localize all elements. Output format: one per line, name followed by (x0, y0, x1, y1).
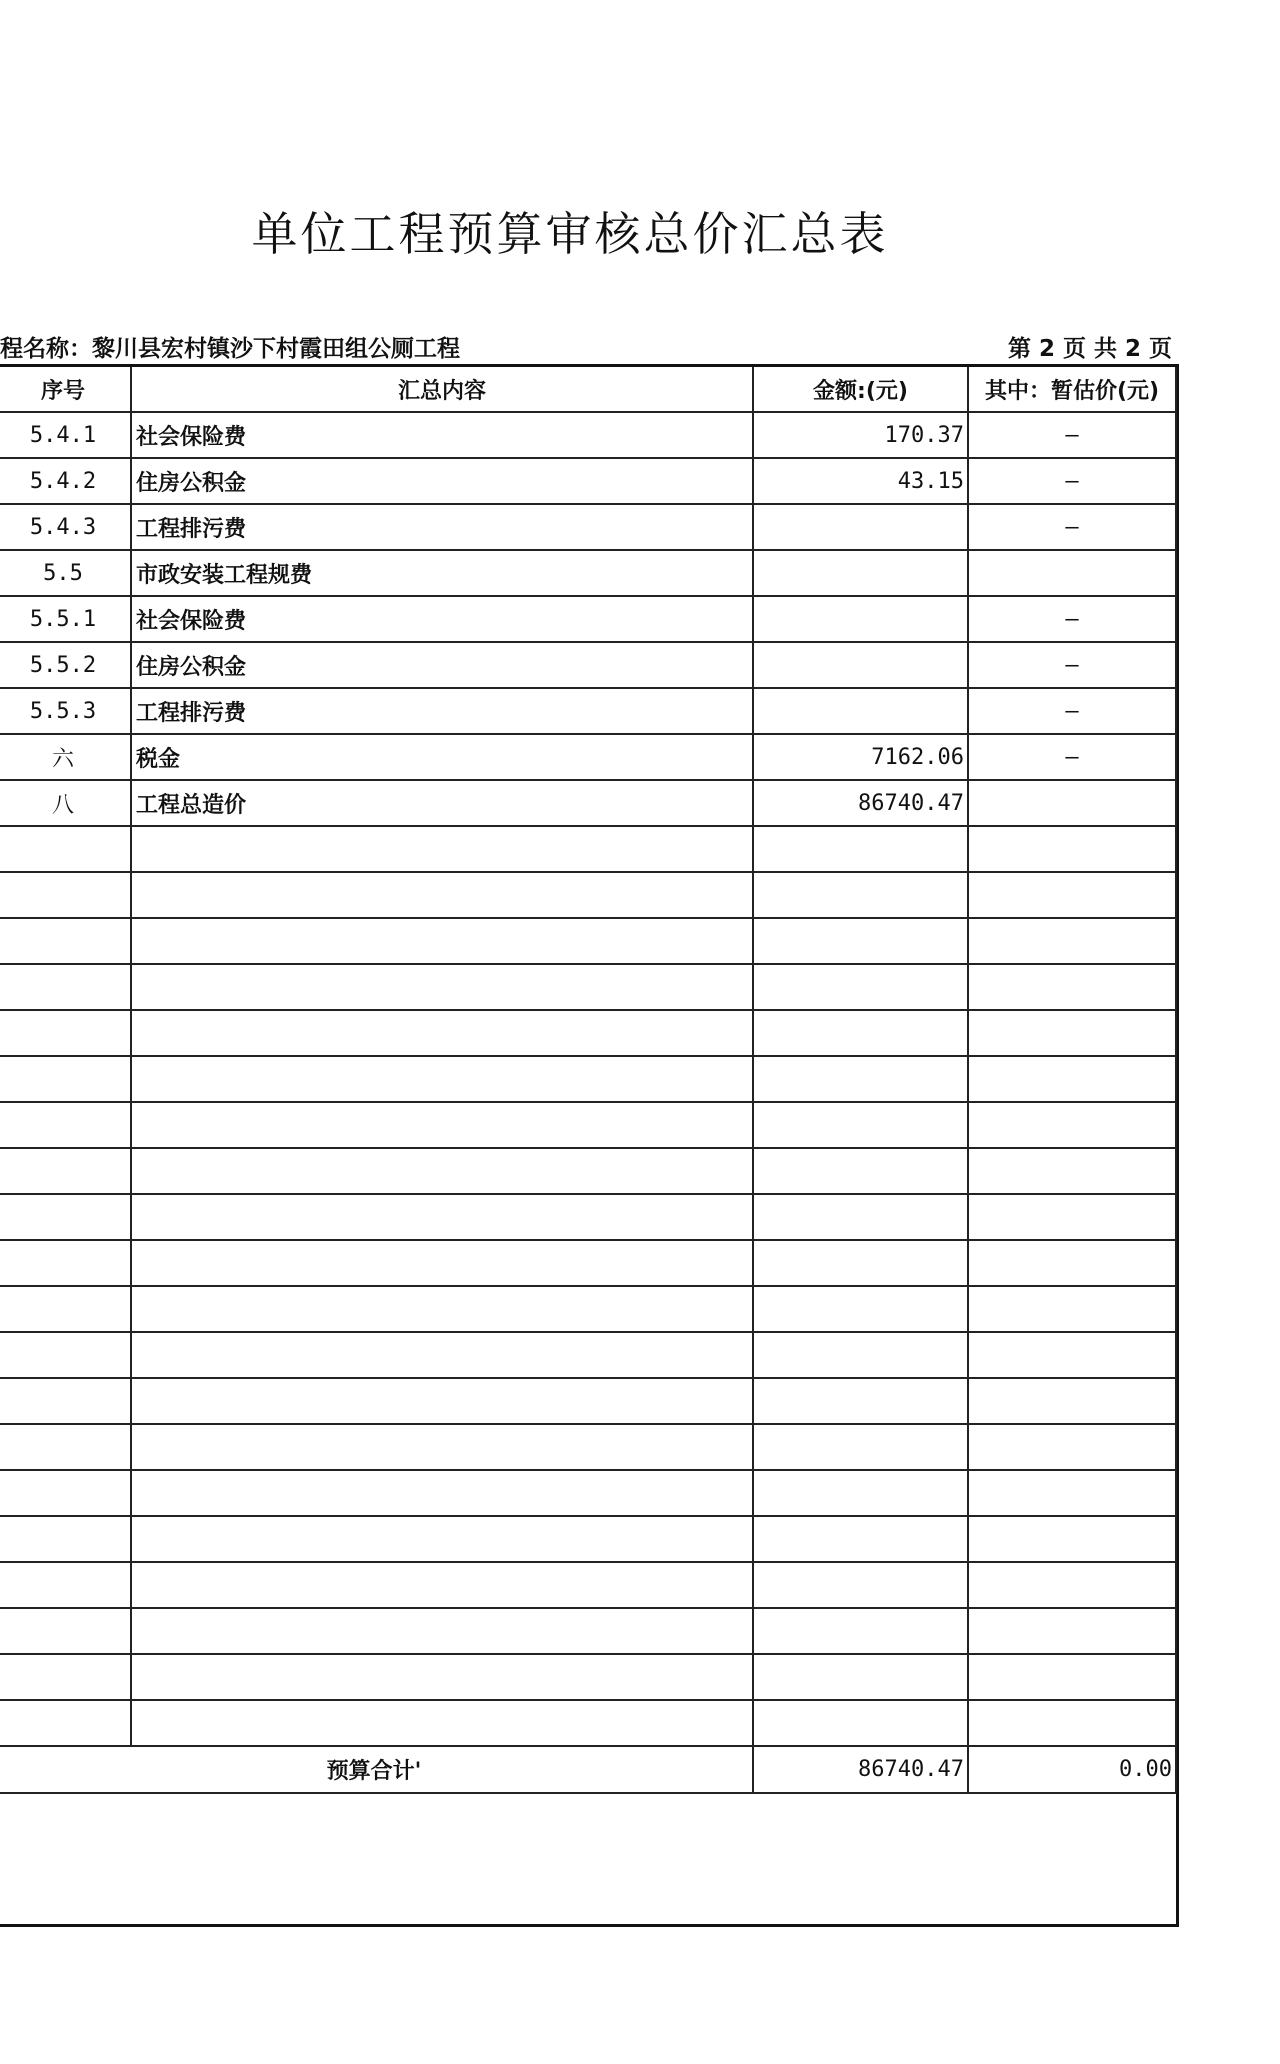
empty-cell (753, 1148, 968, 1194)
empty-cell (131, 1010, 753, 1056)
empty-cell (753, 1516, 968, 1562)
empty-cell (0, 1056, 131, 1102)
empty-cell (0, 1240, 131, 1286)
row-seq: 5.4.3 (0, 504, 131, 550)
empty-cell (131, 826, 753, 872)
empty-row (0, 1470, 1176, 1516)
empty-row (0, 1010, 1176, 1056)
empty-cell (0, 1378, 131, 1424)
empty-cell (968, 1424, 1176, 1470)
row-content: 住房公积金 (131, 642, 753, 688)
row-provisional (968, 550, 1176, 596)
empty-cell (753, 1010, 968, 1056)
project-name: 程名称：黎川县宏村镇沙下村霞田组公厕工程 (0, 336, 460, 362)
empty-cell (753, 964, 968, 1010)
empty-cell (131, 1654, 753, 1700)
header-provisional: 其中：暂估价(元) (968, 367, 1176, 412)
table-row (0, 780, 1176, 826)
empty-cell (0, 1424, 131, 1470)
empty-cell (0, 1516, 131, 1562)
empty-cell (0, 1562, 131, 1608)
empty-row (0, 1286, 1176, 1332)
empty-cell (753, 826, 968, 872)
empty-cell (131, 1194, 753, 1240)
empty-row (0, 872, 1176, 918)
empty-cell (968, 1562, 1176, 1608)
row-content: 社会保险费 (131, 412, 753, 458)
document-title: 单位工程预算审核总价汇总表 (251, 207, 889, 261)
total-provisional: 0.00 (968, 1746, 1176, 1793)
row-amount: 86740.47 (753, 780, 968, 826)
empty-cell (131, 1424, 753, 1470)
empty-cell (753, 1194, 968, 1240)
empty-row (0, 1562, 1176, 1608)
row-provisional: — (968, 688, 1176, 734)
empty-cell (131, 1102, 753, 1148)
empty-cell (0, 872, 131, 918)
row-provisional: — (968, 596, 1176, 642)
empty-cell (968, 1240, 1176, 1286)
empty-cell (753, 918, 968, 964)
empty-cell (0, 964, 131, 1010)
empty-cell (968, 1286, 1176, 1332)
empty-cell (131, 1608, 753, 1654)
table-row (0, 596, 1176, 642)
row-provisional: — (968, 642, 1176, 688)
empty-cell (968, 918, 1176, 964)
total-label: 预算合计' (0, 1746, 753, 1793)
empty-cell (0, 1608, 131, 1654)
empty-row (0, 1194, 1176, 1240)
row-seq: 六 (0, 734, 131, 780)
row-content: 工程总造价 (131, 780, 753, 826)
empty-cell (753, 1286, 968, 1332)
empty-row (0, 1516, 1176, 1562)
header-amount: 金额:(元) (753, 367, 968, 412)
table-row (0, 550, 1176, 596)
header-seq: 序号 (0, 367, 131, 412)
row-seq: 5.4.1 (0, 412, 131, 458)
empty-cell (0, 1286, 131, 1332)
empty-row (0, 1240, 1176, 1286)
empty-cell (0, 1332, 131, 1378)
empty-cell (131, 1286, 753, 1332)
empty-cell (968, 1608, 1176, 1654)
total-row (0, 1746, 1176, 1793)
empty-cell (753, 1608, 968, 1654)
row-content: 税金 (131, 734, 753, 780)
empty-cell (753, 1470, 968, 1516)
empty-cell (0, 1194, 131, 1240)
empty-cell (0, 826, 131, 872)
table-row (0, 504, 1176, 550)
empty-cell (131, 1240, 753, 1286)
table-row (0, 458, 1176, 504)
empty-cell (131, 1700, 753, 1746)
empty-cell (0, 1700, 131, 1746)
row-seq: 5.4.2 (0, 458, 131, 504)
empty-cell (131, 1332, 753, 1378)
empty-cell (131, 1516, 753, 1562)
empty-cell (131, 918, 753, 964)
empty-cell (131, 872, 753, 918)
empty-row (0, 1700, 1176, 1746)
empty-cell (968, 1056, 1176, 1102)
empty-row (0, 1378, 1176, 1424)
summary-table (0, 367, 1177, 1794)
empty-row (0, 826, 1176, 872)
empty-cell (968, 826, 1176, 872)
row-seq: 5.5.1 (0, 596, 131, 642)
page-info: 第 2 页 共 2 页 (1007, 336, 1172, 362)
empty-cell (753, 1562, 968, 1608)
empty-cell (0, 918, 131, 964)
empty-cell (753, 872, 968, 918)
table-row (0, 688, 1176, 734)
summary-table-frame (0, 364, 1179, 1927)
empty-cell (753, 1102, 968, 1148)
empty-cell (968, 1700, 1176, 1746)
empty-row (0, 1654, 1176, 1700)
empty-cell (968, 1102, 1176, 1148)
empty-cell (0, 1102, 131, 1148)
row-amount: 170.37 (753, 412, 968, 458)
row-provisional (968, 780, 1176, 826)
table-row (0, 734, 1176, 780)
empty-cell (753, 1056, 968, 1102)
empty-row (0, 1102, 1176, 1148)
row-seq: 5.5.2 (0, 642, 131, 688)
empty-cell (968, 1470, 1176, 1516)
empty-row (0, 1608, 1176, 1654)
row-seq: 八 (0, 780, 131, 826)
empty-cell (753, 1332, 968, 1378)
table-header-row (0, 367, 1176, 412)
total-amount: 86740.47 (753, 1746, 968, 1793)
empty-cell (131, 964, 753, 1010)
empty-cell (968, 1148, 1176, 1194)
empty-cell (968, 1332, 1176, 1378)
empty-cell (0, 1148, 131, 1194)
row-content: 工程排污费 (131, 688, 753, 734)
empty-cell (753, 1654, 968, 1700)
empty-row (0, 1148, 1176, 1194)
empty-cell (753, 1240, 968, 1286)
empty-cell (968, 964, 1176, 1010)
empty-row (0, 964, 1176, 1010)
row-content: 市政安装工程规费 (131, 550, 753, 596)
empty-cell (131, 1562, 753, 1608)
table-row (0, 412, 1176, 458)
empty-cell (131, 1148, 753, 1194)
row-amount: 7162.06 (753, 734, 968, 780)
empty-cell (0, 1010, 131, 1056)
empty-cell (753, 1424, 968, 1470)
row-provisional: — (968, 734, 1176, 780)
empty-cell (753, 1378, 968, 1424)
empty-cell (968, 872, 1176, 918)
row-content: 住房公积金 (131, 458, 753, 504)
empty-cell (131, 1056, 753, 1102)
empty-cell (968, 1010, 1176, 1056)
empty-cell (0, 1654, 131, 1700)
empty-row (0, 1056, 1176, 1102)
row-amount (753, 596, 968, 642)
empty-cell (968, 1194, 1176, 1240)
empty-cell (753, 1700, 968, 1746)
row-provisional: — (968, 458, 1176, 504)
empty-cell (968, 1378, 1176, 1424)
row-amount (753, 504, 968, 550)
row-content: 社会保险费 (131, 596, 753, 642)
empty-cell (968, 1654, 1176, 1700)
row-amount (753, 642, 968, 688)
row-seq: 5.5 (0, 550, 131, 596)
empty-cell (0, 1470, 131, 1516)
empty-cell (131, 1378, 753, 1424)
row-provisional: — (968, 504, 1176, 550)
empty-cell (968, 1516, 1176, 1562)
row-amount (753, 550, 968, 596)
row-seq: 5.5.3 (0, 688, 131, 734)
table-row (0, 642, 1176, 688)
row-amount: 43.15 (753, 458, 968, 504)
empty-row (0, 918, 1176, 964)
empty-cell (131, 1470, 753, 1516)
header-content: 汇总内容 (131, 367, 753, 412)
empty-row (0, 1332, 1176, 1378)
empty-row (0, 1424, 1176, 1470)
row-provisional: — (968, 412, 1176, 458)
row-content: 工程排污费 (131, 504, 753, 550)
row-amount (753, 688, 968, 734)
